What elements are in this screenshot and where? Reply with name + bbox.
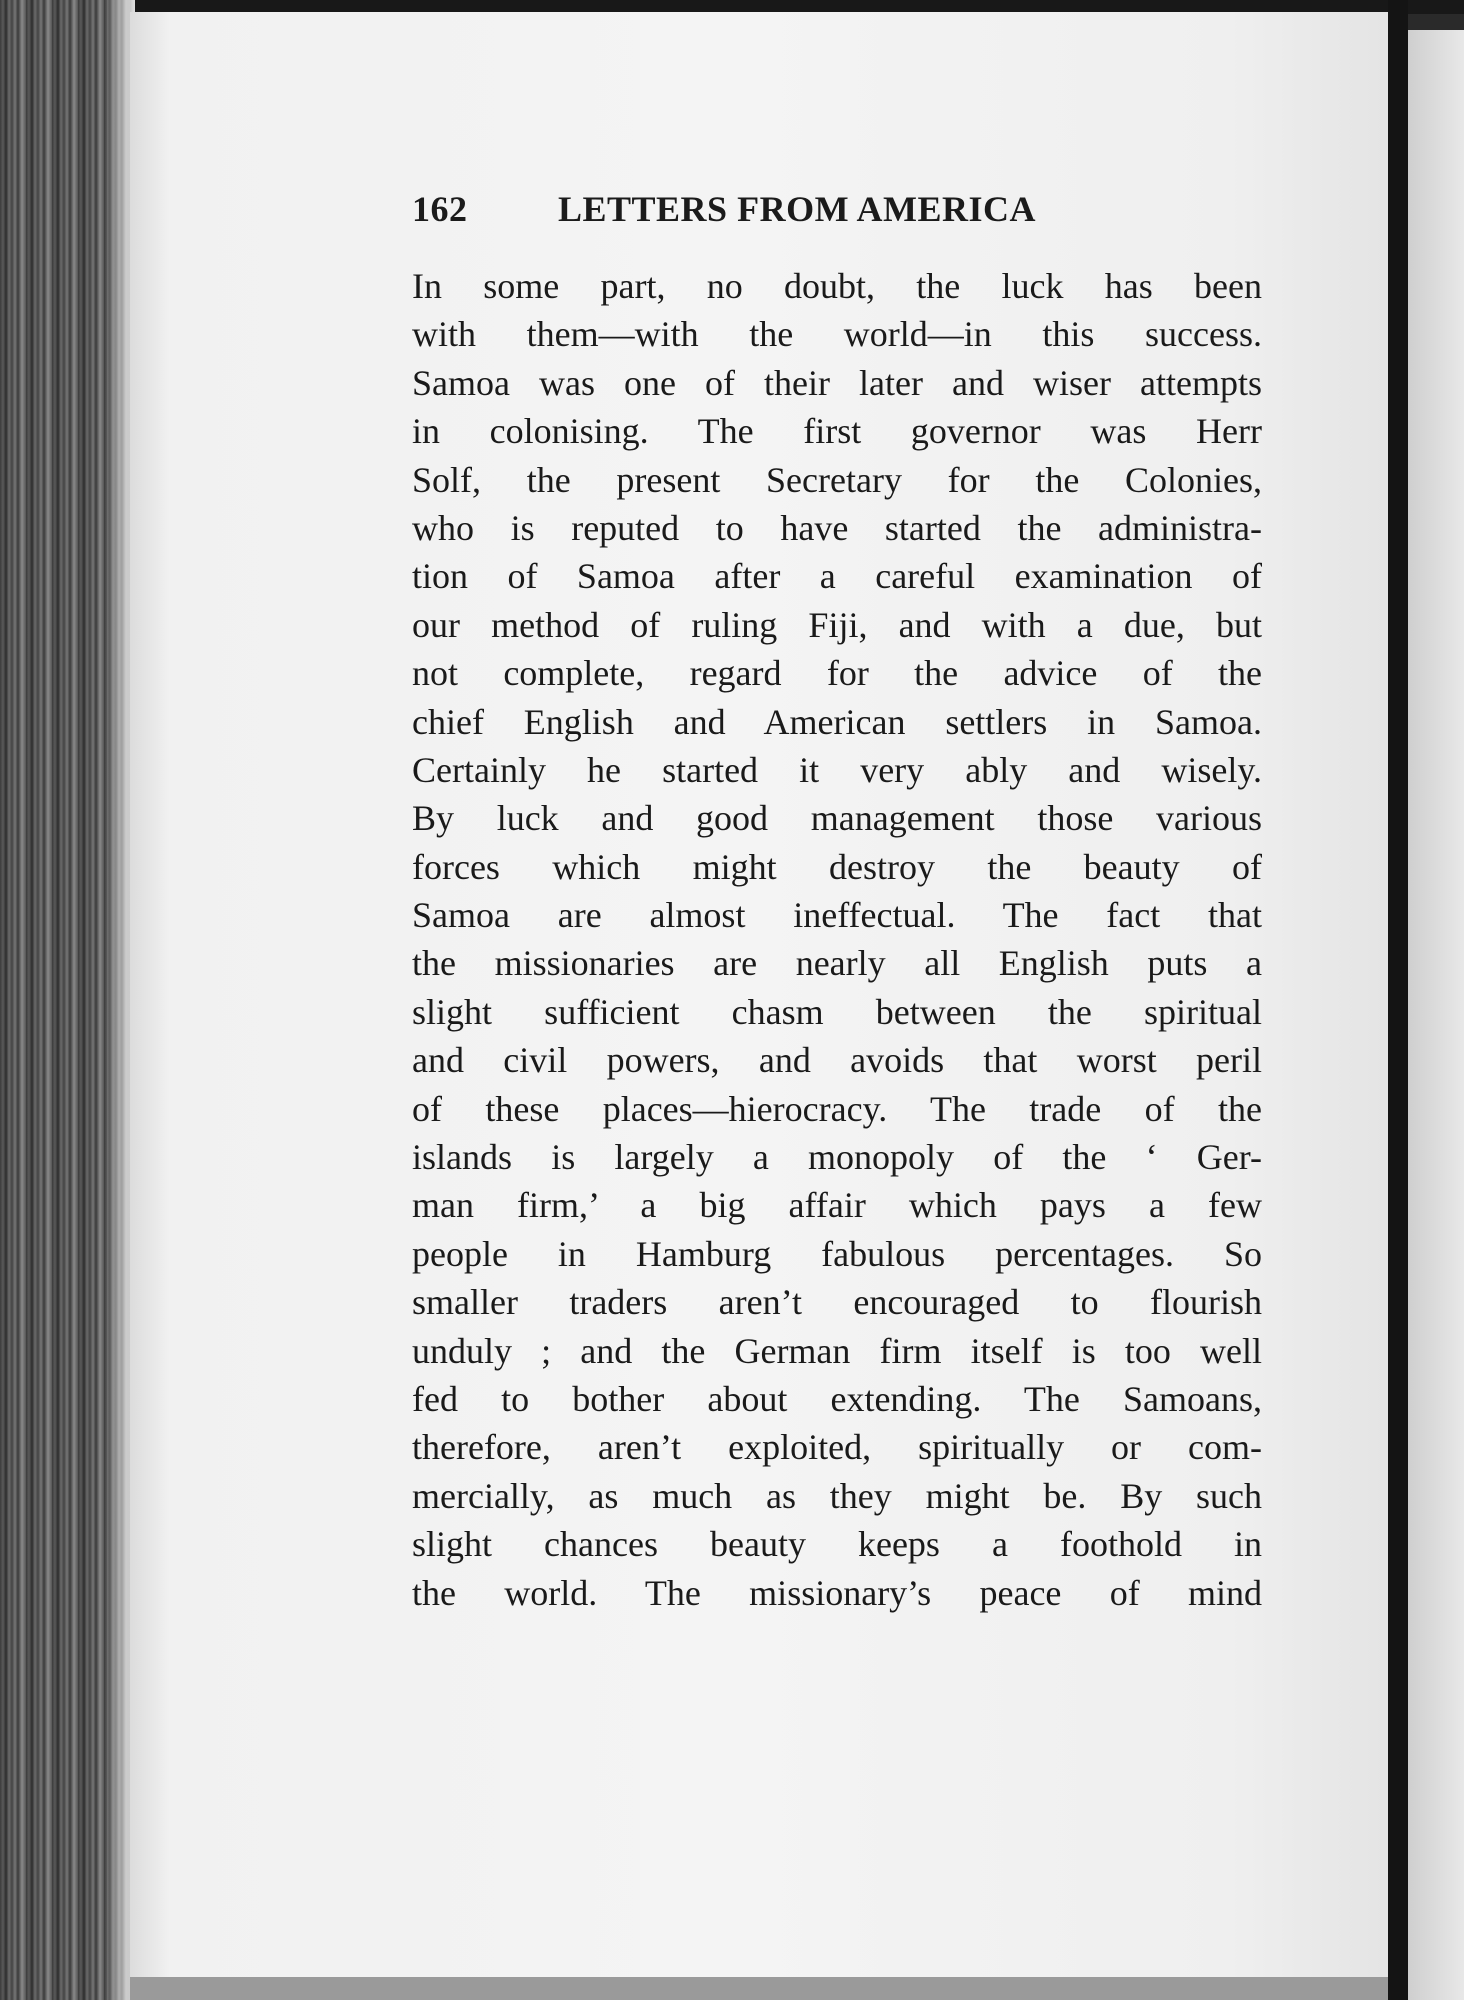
book-fore-edge (0, 0, 135, 2000)
text-line: Solf, the present Secretary for the Colonies, (412, 459, 1262, 500)
text-line: of these places—hierocracy. The trade of the (412, 1088, 1262, 1129)
text-line: forces which might destroy the beauty of (412, 846, 1262, 887)
text-line: By luck and good management those various (412, 798, 1262, 839)
text-line: In some part, no doubt, the luck has been (412, 266, 1262, 306)
text-line: smaller traders aren’t encouraged to flourish (412, 1282, 1262, 1323)
text-line: chief English and American settlers in Samoa. (412, 701, 1262, 742)
book-gutter (1388, 0, 1408, 2000)
page-number: 162 (412, 189, 468, 229)
text-line: tion of Samoa after a careful examination of (412, 556, 1262, 597)
text-line: with them—with the world—in this success. (412, 314, 1262, 355)
text-line: who is reputed to have started the administra- (412, 507, 1262, 548)
text-line: slight chances beauty keeps a foothold in (412, 1524, 1262, 1565)
text-line: our method of ruling Fiji, and with a due, but (412, 604, 1262, 645)
scan-bottom-border (130, 1977, 1388, 2000)
text-line: therefore, aren’t exploited, spiritually or com- (412, 1427, 1262, 1468)
text-line: man firm,’ a big affair which pays a few (412, 1185, 1262, 1226)
text-line: the world. The missionary’s peace of mind (412, 1572, 1262, 1613)
text-line: in colonising. The first governor was Herr (412, 411, 1262, 452)
text-line: unduly ; and the German firm itself is too well (412, 1330, 1262, 1371)
text-line: Samoa are almost ineffectual. The fact that (412, 895, 1262, 936)
book-title: LETTERS FROM AMERICA (558, 189, 1037, 229)
text-line: Certainly he started it very ably and wisely. (412, 749, 1262, 790)
running-head (412, 188, 1120, 240)
text-line: and civil powers, and avoids that worst peril (412, 1040, 1262, 1081)
text-line: fed to bother about extending. The Samoans, (412, 1378, 1262, 1419)
facing-page-edge (1408, 30, 1464, 2000)
text-line: not complete, regard for the advice of the (412, 653, 1262, 694)
body-text (412, 262, 1262, 1617)
text-line: the missionaries are nearly all English puts a (412, 943, 1262, 984)
text-line: Samoa was one of their later and wiser attempts (412, 362, 1262, 403)
text-line: slight sufficient chasm between the spiritual (412, 991, 1262, 1032)
text-line: mercially, as much as they might be. By such (412, 1475, 1262, 1516)
text-line: people in Hamburg fabulous percentages. So (412, 1233, 1262, 1274)
text-line: islands is largely a monopoly of the ‘ Ger- (412, 1137, 1262, 1178)
